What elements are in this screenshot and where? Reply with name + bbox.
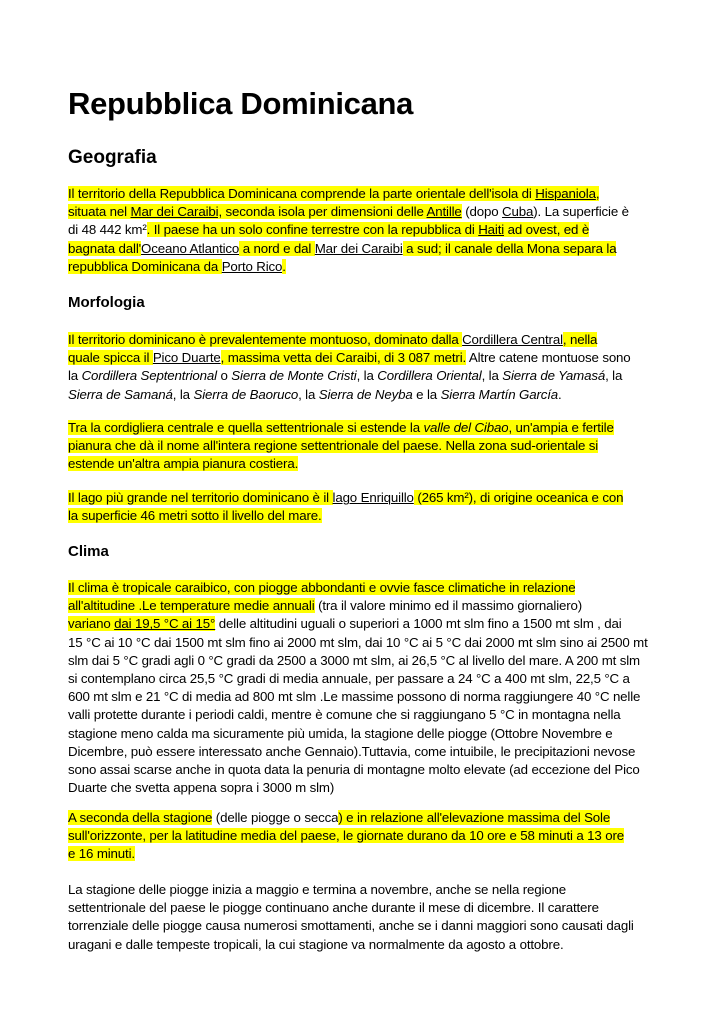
section-heading-morfologia: Morfologia bbox=[68, 294, 145, 311]
text-run: torrenziale delle piogge causa numerosi smottamenti, anche se i danni maggiori sono causati dagli bbox=[68, 918, 634, 934]
text-line bbox=[68, 743, 658, 761]
text-line bbox=[68, 185, 658, 203]
paragraph-geografia-1 bbox=[68, 185, 658, 276]
link-text[interactable]: Porto Rico bbox=[221, 258, 283, 274]
paragraph-morfologia-1 bbox=[68, 331, 658, 404]
text-run: , seconda isola per dimensioni delle bbox=[218, 204, 427, 220]
text-line bbox=[68, 936, 658, 954]
text-run: delle altitudini uguali o superiori a 1000 mt slm fino a 1500 mt slm , dai bbox=[215, 616, 622, 632]
text-run: , bbox=[595, 186, 600, 201]
link-text[interactable]: Cuba bbox=[502, 204, 534, 220]
text-run: Tra la cordigliera centrale e quella settentrionale si estende la bbox=[68, 420, 424, 435]
paragraph-clima-1 bbox=[68, 579, 658, 797]
text-run: bagnata dall' bbox=[68, 240, 142, 256]
text-line bbox=[68, 827, 658, 845]
text-line bbox=[68, 437, 658, 455]
italic-text: Sierra de Samaná bbox=[68, 386, 173, 402]
text-line bbox=[68, 652, 658, 670]
text-run: ) e in relazione all'elevazione massima del Sole bbox=[338, 810, 611, 825]
text-run: sull'orizzonte, per la latitudine media del paese, le giornate durano da 10 ore e 58 minuti a 13 ore bbox=[68, 828, 624, 844]
text-run: , la bbox=[605, 368, 623, 384]
page-title: Repubblica Dominicana bbox=[68, 86, 414, 121]
text-run: (delle piogge o secca bbox=[212, 810, 339, 825]
text-line bbox=[68, 203, 658, 221]
paragraph-morfologia-2 bbox=[68, 419, 658, 474]
text-line bbox=[68, 419, 658, 437]
italic-text: Sierra Martín García bbox=[440, 386, 559, 402]
text-run: , di origine oceanica e con bbox=[472, 490, 624, 505]
text-run: , la bbox=[298, 386, 319, 402]
link-text[interactable]: Oceano Atlantico bbox=[141, 240, 240, 256]
section-heading-clima: Clima bbox=[68, 543, 109, 560]
text-run: uragani e dalle tempeste tropicali, la cui stagione va normalmente da agosto a ottobre. bbox=[68, 936, 564, 952]
text-run: sono assai scarse anche in quota data la penuria di montagne molto elevate (ad eccezione del Pico bbox=[68, 761, 640, 777]
text-run: slm dai 5 °C gradi agli 0 °C gradi da 2500 a 3000 mt slm, ai 26,5 °C al livello del mare. A 200 mt slm bbox=[68, 652, 640, 668]
text-line bbox=[68, 240, 658, 258]
text-run: ad ovest, ed è bbox=[504, 222, 590, 238]
italic-text: valle del Cibao bbox=[423, 420, 509, 435]
section-heading-geografia: Geografia bbox=[68, 147, 157, 168]
text-line bbox=[68, 670, 658, 688]
italic-text: Cordillera Oriental bbox=[377, 368, 482, 384]
text-line bbox=[68, 725, 658, 743]
text-run: e la bbox=[412, 386, 441, 402]
text-run: . bbox=[558, 386, 562, 402]
text-line bbox=[68, 615, 658, 633]
text-run: , massima vetta dei Caraibi, di 3 087 metri. bbox=[220, 350, 467, 366]
text-run: si contemplano circa 25,5 °C gradi di media annuale, per passare a 24 °C a 400 mt slm, 22,5 °C a bbox=[68, 670, 630, 686]
text-run: Il clima è tropicale caraibico, con piogge abbondanti e ovvie fasce climatiche in relazione bbox=[68, 580, 576, 595]
text-run: o bbox=[216, 368, 232, 384]
text-line bbox=[68, 221, 658, 239]
text-line bbox=[68, 845, 658, 863]
text-run: . bbox=[282, 258, 286, 274]
text-run: a sud; il canale della Mona separa la bbox=[402, 240, 617, 256]
paragraph-clima-2 bbox=[68, 809, 658, 864]
text-run: settentrionale del paese le piogge continuano anche durante il mese di dicembre. Il carattere bbox=[68, 900, 599, 916]
link-text[interactable]: lago Enriquillo bbox=[332, 490, 414, 505]
text-run: ). La superficie è bbox=[533, 204, 629, 220]
paragraph-clima-3 bbox=[68, 881, 658, 954]
text-run: all'altitudine .Le temperature medie annuali bbox=[68, 598, 315, 614]
text-run: La stagione delle piogge inizia a maggio e termina a novembre, anche se nella regione bbox=[68, 882, 567, 897]
text-run: , un'ampia e fertile bbox=[508, 420, 614, 435]
text-run: (265 km²) bbox=[413, 490, 473, 505]
text-run: Il territorio della Repubblica Dominicana comprende la parte orientale dell'isola di bbox=[68, 186, 536, 201]
italic-text: Sierra de Neyba bbox=[318, 386, 413, 402]
italic-text: Cordillera Septentrional bbox=[81, 368, 217, 384]
text-run: situata nel bbox=[68, 204, 131, 220]
text-line bbox=[68, 367, 658, 385]
text-run: la bbox=[68, 368, 82, 384]
link-text[interactable]: Antille bbox=[426, 204, 462, 220]
text-run: , nella bbox=[562, 332, 598, 347]
link-text[interactable]: Cordillera Central bbox=[462, 332, 563, 347]
text-run: . Il paese ha un solo confine terrestre con la repubblica di bbox=[146, 222, 479, 238]
italic-text: Sierra de Baoruco bbox=[193, 386, 299, 402]
text-run: (dopo bbox=[461, 204, 503, 220]
text-line bbox=[68, 779, 658, 797]
text-run: Il territorio dominicano è prevalentemente montuoso, dominato dalla bbox=[68, 332, 463, 347]
link-text[interactable]: Hispaniola bbox=[535, 186, 596, 201]
text-line bbox=[68, 917, 658, 935]
text-run: , la bbox=[172, 386, 194, 402]
text-run: 15 °C ai 10 °C dai 1500 mt slm fino ai 2000 mt slm, dai 10 °C ai 5 °C dai 2000 mt slm sino ai 2500 mt bbox=[68, 634, 648, 650]
text-run: variano bbox=[68, 616, 115, 632]
text-run: valli protette durante i periodi caldi, mentre è comune che si raggiungano 5 °C in montagna nella bbox=[68, 707, 621, 723]
text-run: la superficie 46 metri sotto il livello del mare. bbox=[68, 508, 322, 524]
link-text[interactable]: Pico Duarte bbox=[152, 350, 221, 366]
paragraph-morfologia-3 bbox=[68, 489, 658, 525]
text-line bbox=[68, 881, 658, 899]
text-line bbox=[68, 258, 658, 276]
text-run: estende un'altra ampia pianura costiera. bbox=[68, 456, 299, 472]
link-text[interactable]: Mar dei Caraibi bbox=[314, 240, 403, 256]
text-run: e 16 minuti. bbox=[68, 846, 135, 862]
text-run: di 48 442 km² bbox=[68, 222, 147, 238]
text-line bbox=[68, 761, 658, 779]
text-run: Duarte che svetta appena sopra i 3000 m slm) bbox=[68, 780, 335, 796]
text-run: Dicembre, può essere interessato anche Gennaio).Tuttavia, come intuibile, le precipitazioni nevose bbox=[68, 743, 636, 759]
text-run: stagione meno calda ma sicuramente più umida, la stagione delle piogge (Ottobre Novembre e bbox=[68, 725, 613, 741]
text-line bbox=[68, 688, 658, 706]
text-line bbox=[68, 899, 658, 917]
italic-text: Sierra de Monte Cristi bbox=[231, 368, 357, 384]
link-text[interactable]: dai 19,5 °C ai 15° bbox=[114, 616, 216, 632]
text-line bbox=[68, 489, 658, 507]
text-run: Altre catene montuose sono bbox=[466, 350, 631, 366]
text-run: (tra il valore minimo ed il massimo giornaliero) bbox=[314, 598, 583, 614]
text-run: , la bbox=[356, 368, 378, 384]
text-line bbox=[68, 634, 658, 652]
text-run: 600 mt slm e 21 °C di media ad 800 mt slm .Le massime possono di norma raggiungere 40 °C nelle bbox=[68, 689, 641, 705]
text-run: , la bbox=[481, 368, 503, 384]
text-line bbox=[68, 507, 658, 525]
text-run: quale spicca il bbox=[68, 350, 153, 366]
text-line bbox=[68, 349, 658, 367]
text-run: A seconda della stagione bbox=[68, 810, 213, 825]
text-line bbox=[68, 706, 658, 724]
text-line bbox=[68, 597, 658, 615]
text-line bbox=[68, 331, 658, 349]
text-line bbox=[68, 579, 658, 597]
text-run: repubblica Dominicana da bbox=[68, 258, 222, 274]
link-text[interactable]: Mar dei Caraibi bbox=[130, 204, 219, 220]
text-run: a nord e dal bbox=[239, 240, 315, 256]
text-line bbox=[68, 809, 658, 827]
text-line bbox=[68, 386, 658, 404]
text-run: Il lago più grande nel territorio dominicano è il bbox=[68, 490, 333, 505]
text-run: pianura che dà il nome all'intera regione settentrionale del paese. Nella zona sud-orientale si bbox=[68, 438, 599, 454]
text-line bbox=[68, 455, 658, 473]
link-text[interactable]: Haiti bbox=[478, 222, 505, 238]
italic-text: Sierra de Yamasá bbox=[502, 368, 606, 384]
